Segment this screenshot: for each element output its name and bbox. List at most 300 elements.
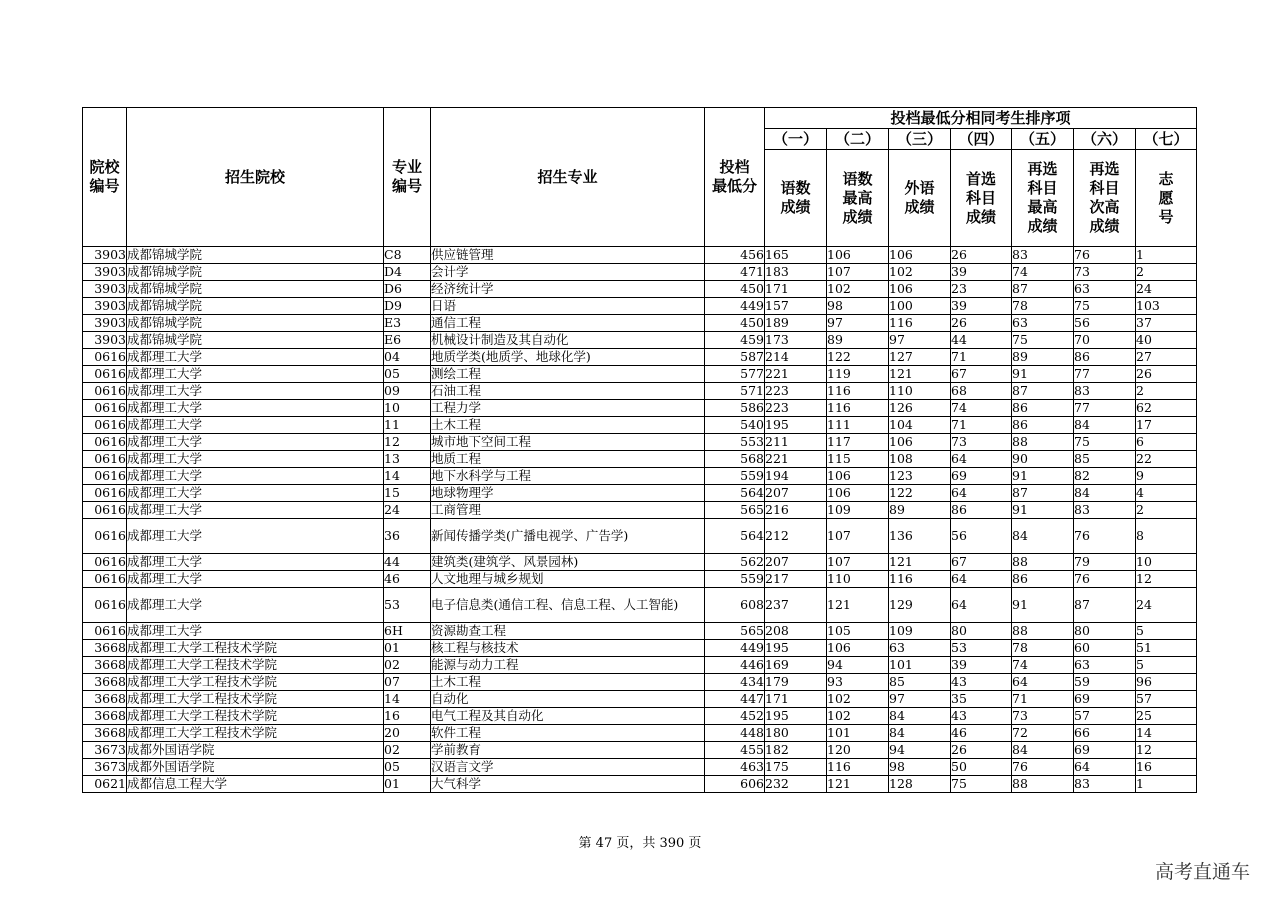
- school-code-cell: 0616: [83, 485, 127, 502]
- page-footer: 第 47 页，共 390 页: [578, 836, 702, 851]
- reselect-max-cell: 76: [1012, 759, 1074, 776]
- yushu-max-cell: 102: [827, 708, 889, 725]
- first-subject-cell: 64: [951, 571, 1012, 588]
- preference-no-cell: 2: [1136, 383, 1197, 400]
- table-row: [83, 691, 1197, 708]
- foreign-lang-cell: 63: [889, 640, 951, 657]
- reselect-max-cell: 88: [1012, 554, 1074, 571]
- min-score-cell: 565: [705, 623, 765, 640]
- table-row: [83, 776, 1197, 793]
- school-code-cell: 0616: [83, 588, 127, 623]
- reselect-max-cell: 86: [1012, 571, 1074, 588]
- reselect-max-cell: 78: [1012, 298, 1074, 315]
- preference-no-cell: 22: [1136, 451, 1197, 468]
- first-subject-cell: 26: [951, 247, 1012, 264]
- foreign-lang-cell: 116: [889, 571, 951, 588]
- school-code-cell: 0616: [83, 451, 127, 468]
- foreign-lang-cell: 97: [889, 691, 951, 708]
- reselect-second-cell: 63: [1074, 657, 1136, 674]
- major-code-cell: 14: [384, 468, 431, 485]
- yushu-score-cell: 221: [765, 366, 827, 383]
- yushu-max-cell: 101: [827, 725, 889, 742]
- reselect-second-cell: 86: [1074, 349, 1136, 366]
- reselect-max-cell: 90: [1012, 451, 1074, 468]
- school-code-cell: 3903: [83, 298, 127, 315]
- school-name-cell: 成都锦城学院: [127, 247, 384, 264]
- major-name-cell: 汉语言文学: [431, 759, 705, 776]
- first-subject-cell: 39: [951, 298, 1012, 315]
- reselect-max-cell: 64: [1012, 674, 1074, 691]
- yushu-max-cell: 119: [827, 366, 889, 383]
- first-subject-cell: 26: [951, 315, 1012, 332]
- reselect-max-cell: 89: [1012, 349, 1074, 366]
- first-subject-cell: 56: [951, 519, 1012, 554]
- reselect-max-cell: 86: [1012, 400, 1074, 417]
- min-score-cell: 452: [705, 708, 765, 725]
- first-subject-cell: 67: [951, 366, 1012, 383]
- first-subject-cell: 39: [951, 657, 1012, 674]
- major-code-cell: 20: [384, 725, 431, 742]
- header-min-score: [705, 108, 765, 247]
- major-code-cell: D9: [384, 298, 431, 315]
- major-code-cell: 01: [384, 776, 431, 793]
- major-name-cell: 通信工程: [431, 315, 705, 332]
- first-subject-cell: 80: [951, 623, 1012, 640]
- major-name-cell: 电子信息类(通信工程、信息工程、人工智能): [431, 588, 705, 623]
- school-name-cell: 成都理工大学工程技术学院: [127, 725, 384, 742]
- foreign-lang-cell: 121: [889, 366, 951, 383]
- first-subject-cell: 75: [951, 776, 1012, 793]
- table-row: [83, 349, 1197, 366]
- school-code-cell: 3668: [83, 725, 127, 742]
- school-name-cell: 成都外国语学院: [127, 759, 384, 776]
- school-code-cell: 0616: [83, 366, 127, 383]
- min-score-cell: 540: [705, 417, 765, 434]
- reselect-second-cell: 83: [1074, 383, 1136, 400]
- major-code-cell: E6: [384, 332, 431, 349]
- foreign-lang-cell: 84: [889, 708, 951, 725]
- header-school-code: [83, 108, 127, 247]
- reselect-second-cell: 76: [1074, 247, 1136, 264]
- reselect-max-cell: 63: [1012, 315, 1074, 332]
- min-score-cell: 587: [705, 349, 765, 366]
- school-code-cell: 0616: [83, 434, 127, 451]
- first-subject-cell: 43: [951, 708, 1012, 725]
- yushu-max-cell: 109: [827, 502, 889, 519]
- table-row: [83, 298, 1197, 315]
- yushu-score-cell: 208: [765, 623, 827, 640]
- table-row: [83, 434, 1197, 451]
- header-order-2: （二）: [827, 129, 889, 150]
- preference-no-cell: 10: [1136, 554, 1197, 571]
- table-row: [83, 640, 1197, 657]
- min-score-cell: 608: [705, 588, 765, 623]
- table-row: [83, 588, 1197, 623]
- school-name-cell: 成都理工大学: [127, 417, 384, 434]
- reselect-second-cell: 70: [1074, 332, 1136, 349]
- min-score-cell: 449: [705, 640, 765, 657]
- yushu-score-cell: 211: [765, 434, 827, 451]
- reselect-max-cell: 91: [1012, 468, 1074, 485]
- preference-no-cell: 2: [1136, 264, 1197, 281]
- preference-no-cell: 96: [1136, 674, 1197, 691]
- reselect-max-cell: 84: [1012, 519, 1074, 554]
- school-name-cell: 成都理工大学工程技术学院: [127, 708, 384, 725]
- table-row: [83, 708, 1197, 725]
- first-subject-cell: 71: [951, 417, 1012, 434]
- first-subject-cell: 74: [951, 400, 1012, 417]
- reselect-max-cell: 75: [1012, 332, 1074, 349]
- yushu-max-cell: 107: [827, 264, 889, 281]
- yushu-max-cell: 98: [827, 298, 889, 315]
- reselect-second-cell: 77: [1074, 366, 1136, 383]
- school-name-cell: 成都理工大学: [127, 623, 384, 640]
- major-name-cell: 自动化: [431, 691, 705, 708]
- major-name-cell: 测绘工程: [431, 366, 705, 383]
- header-order-5: （五）: [1012, 129, 1074, 150]
- reselect-second-cell: 60: [1074, 640, 1136, 657]
- yushu-score-cell: 216: [765, 502, 827, 519]
- min-score-cell: 455: [705, 742, 765, 759]
- reselect-max-cell: 91: [1012, 502, 1074, 519]
- school-code-cell: 0616: [83, 554, 127, 571]
- school-name-cell: 成都理工大学: [127, 451, 384, 468]
- foreign-lang-cell: 106: [889, 281, 951, 298]
- foreign-lang-cell: 122: [889, 485, 951, 502]
- school-name-cell: 成都理工大学: [127, 502, 384, 519]
- table-row: [83, 519, 1197, 554]
- school-name-cell: 成都锦城学院: [127, 332, 384, 349]
- school-name-cell: 成都理工大学: [127, 571, 384, 588]
- yushu-score-cell: 183: [765, 264, 827, 281]
- reselect-max-cell: 87: [1012, 485, 1074, 502]
- min-score-cell: 564: [705, 519, 765, 554]
- table-row: [83, 725, 1197, 742]
- reselect-max-cell: 78: [1012, 640, 1074, 657]
- major-name-cell: 经济统计学: [431, 281, 705, 298]
- table-row: [83, 366, 1197, 383]
- major-name-cell: 供应链管理: [431, 247, 705, 264]
- reselect-second-cell: 59: [1074, 674, 1136, 691]
- school-code-cell: 3903: [83, 315, 127, 332]
- min-score-cell: 559: [705, 468, 765, 485]
- table-row: [83, 485, 1197, 502]
- major-code-cell: 05: [384, 366, 431, 383]
- reselect-max-cell: 84: [1012, 742, 1074, 759]
- foreign-lang-cell: 108: [889, 451, 951, 468]
- major-code-cell: 09: [384, 383, 431, 400]
- school-name-cell: 成都外国语学院: [127, 742, 384, 759]
- reselect-second-cell: 80: [1074, 623, 1136, 640]
- yushu-score-cell: 169: [765, 657, 827, 674]
- reselect-second-cell: 69: [1074, 691, 1136, 708]
- preference-no-cell: 8: [1136, 519, 1197, 554]
- major-code-cell: 05: [384, 759, 431, 776]
- yushu-score-cell: 207: [765, 485, 827, 502]
- admission-table-container: [82, 107, 1196, 793]
- reselect-second-cell: 79: [1074, 554, 1136, 571]
- school-code-cell: 0621: [83, 776, 127, 793]
- foreign-lang-cell: 109: [889, 623, 951, 640]
- yushu-score-cell: 237: [765, 588, 827, 623]
- foreign-lang-cell: 128: [889, 776, 951, 793]
- yushu-score-cell: 171: [765, 281, 827, 298]
- yushu-score-cell: 175: [765, 759, 827, 776]
- table-row: [83, 247, 1197, 264]
- yushu-max-cell: 106: [827, 640, 889, 657]
- major-code-cell: 24: [384, 502, 431, 519]
- table-row: [83, 468, 1197, 485]
- preference-no-cell: 2: [1136, 502, 1197, 519]
- table-row: [83, 281, 1197, 298]
- first-subject-cell: 46: [951, 725, 1012, 742]
- yushu-score-cell: 223: [765, 383, 827, 400]
- foreign-lang-cell: 129: [889, 588, 951, 623]
- school-name-cell: 成都理工大学: [127, 349, 384, 366]
- yushu-score-cell: 212: [765, 519, 827, 554]
- reselect-max-cell: 88: [1012, 434, 1074, 451]
- major-code-cell: 36: [384, 519, 431, 554]
- preference-no-cell: 24: [1136, 588, 1197, 623]
- major-code-cell: 04: [384, 349, 431, 366]
- header-sort-group: 投档最低分相同考生排序项: [765, 108, 1197, 129]
- reselect-second-cell: 76: [1074, 519, 1136, 554]
- foreign-lang-cell: 98: [889, 759, 951, 776]
- school-name-cell: 成都理工大学: [127, 366, 384, 383]
- major-name-cell: 工商管理: [431, 502, 705, 519]
- min-score-cell: 446: [705, 657, 765, 674]
- major-name-cell: 学前教育: [431, 742, 705, 759]
- table-row: [83, 417, 1197, 434]
- school-name-cell: 成都理工大学工程技术学院: [127, 640, 384, 657]
- reselect-second-cell: 76: [1074, 571, 1136, 588]
- header-school-name: 招生院校: [127, 108, 384, 247]
- min-score-cell: 450: [705, 281, 765, 298]
- major-code-cell: 16: [384, 708, 431, 725]
- major-name-cell: 大气科学: [431, 776, 705, 793]
- foreign-lang-cell: 110: [889, 383, 951, 400]
- school-code-cell: 0616: [83, 383, 127, 400]
- foreign-lang-cell: 102: [889, 264, 951, 281]
- school-code-cell: 0616: [83, 623, 127, 640]
- foreign-lang-cell: 101: [889, 657, 951, 674]
- major-name-cell: 地下水科学与工程: [431, 468, 705, 485]
- school-name-cell: 成都信息工程大学: [127, 776, 384, 793]
- yushu-score-cell: 207: [765, 554, 827, 571]
- first-subject-cell: 73: [951, 434, 1012, 451]
- major-name-cell: 工程力学: [431, 400, 705, 417]
- table-row: [83, 332, 1197, 349]
- reselect-max-cell: 86: [1012, 417, 1074, 434]
- reselect-max-cell: 72: [1012, 725, 1074, 742]
- major-name-cell: 日语: [431, 298, 705, 315]
- yushu-score-cell: 223: [765, 400, 827, 417]
- major-code-cell: 12: [384, 434, 431, 451]
- first-subject-cell: 68: [951, 383, 1012, 400]
- yushu-score-cell: 194: [765, 468, 827, 485]
- header-order-1: （一）: [765, 129, 827, 150]
- school-code-cell: 3903: [83, 281, 127, 298]
- reselect-max-cell: 91: [1012, 366, 1074, 383]
- school-code-cell: 3673: [83, 759, 127, 776]
- school-code-cell: 0616: [83, 502, 127, 519]
- reselect-second-cell: 63: [1074, 281, 1136, 298]
- yushu-max-cell: 93: [827, 674, 889, 691]
- min-score-cell: 434: [705, 674, 765, 691]
- major-code-cell: 15: [384, 485, 431, 502]
- school-code-cell: 3668: [83, 657, 127, 674]
- yushu-score-cell: 171: [765, 691, 827, 708]
- major-code-cell: E3: [384, 315, 431, 332]
- major-code-cell: D4: [384, 264, 431, 281]
- table-row: [83, 315, 1197, 332]
- first-subject-cell: 64: [951, 588, 1012, 623]
- school-code-cell: 3668: [83, 691, 127, 708]
- school-code-cell: 3668: [83, 640, 127, 657]
- yushu-max-cell: 107: [827, 554, 889, 571]
- yushu-max-cell: 121: [827, 776, 889, 793]
- header-sort-item-6: 再选 科目 次高 成绩: [1074, 150, 1136, 247]
- reselect-second-cell: 73: [1074, 264, 1136, 281]
- yushu-score-cell: 214: [765, 349, 827, 366]
- min-score-cell: 568: [705, 451, 765, 468]
- major-name-cell: 地质工程: [431, 451, 705, 468]
- major-code-cell: 02: [384, 657, 431, 674]
- major-code-cell: D6: [384, 281, 431, 298]
- header-order-7: （七）: [1136, 129, 1197, 150]
- header-min-score-text: 投档 最低分: [711, 158, 757, 195]
- major-name-cell: 电气工程及其自动化: [431, 708, 705, 725]
- foreign-lang-cell: 104: [889, 417, 951, 434]
- yushu-score-cell: 217: [765, 571, 827, 588]
- preference-no-cell: 12: [1136, 571, 1197, 588]
- min-score-cell: 565: [705, 502, 765, 519]
- min-score-cell: 564: [705, 485, 765, 502]
- major-code-cell: 02: [384, 742, 431, 759]
- reselect-second-cell: 84: [1074, 485, 1136, 502]
- reselect-second-cell: 69: [1074, 742, 1136, 759]
- school-name-cell: 成都理工大学: [127, 485, 384, 502]
- yushu-max-cell: 102: [827, 691, 889, 708]
- header-sort-item-1: 语数 成绩: [765, 150, 827, 247]
- preference-no-cell: 9: [1136, 468, 1197, 485]
- preference-no-cell: 14: [1136, 725, 1197, 742]
- major-code-cell: 6H: [384, 623, 431, 640]
- yushu-max-cell: 107: [827, 519, 889, 554]
- yushu-max-cell: 122: [827, 349, 889, 366]
- table-row: [83, 657, 1197, 674]
- school-name-cell: 成都理工大学: [127, 588, 384, 623]
- major-code-cell: 44: [384, 554, 431, 571]
- first-subject-cell: 64: [951, 451, 1012, 468]
- preference-no-cell: 57: [1136, 691, 1197, 708]
- school-code-cell: 0616: [83, 417, 127, 434]
- preference-no-cell: 51: [1136, 640, 1197, 657]
- major-code-cell: 46: [384, 571, 431, 588]
- reselect-second-cell: 57: [1074, 708, 1136, 725]
- major-name-cell: 土木工程: [431, 674, 705, 691]
- reselect-second-cell: 87: [1074, 588, 1136, 623]
- school-code-cell: 3903: [83, 264, 127, 281]
- school-name-cell: 成都理工大学: [127, 383, 384, 400]
- yushu-score-cell: 189: [765, 315, 827, 332]
- foreign-lang-cell: 123: [889, 468, 951, 485]
- reselect-second-cell: 82: [1074, 468, 1136, 485]
- preference-no-cell: 25: [1136, 708, 1197, 725]
- header-sort-item-3: 外语 成绩: [889, 150, 951, 247]
- table-row: [83, 554, 1197, 571]
- school-code-cell: 0616: [83, 571, 127, 588]
- yushu-max-cell: 117: [827, 434, 889, 451]
- yushu-score-cell: 195: [765, 640, 827, 657]
- yushu-score-cell: 173: [765, 332, 827, 349]
- table-row: [83, 674, 1197, 691]
- reselect-max-cell: 87: [1012, 281, 1074, 298]
- first-subject-cell: 39: [951, 264, 1012, 281]
- yushu-score-cell: 180: [765, 725, 827, 742]
- header-order-3: （三）: [889, 129, 951, 150]
- major-name-cell: 会计学: [431, 264, 705, 281]
- yushu-max-cell: 120: [827, 742, 889, 759]
- yushu-max-cell: 111: [827, 417, 889, 434]
- header-sort-item-2: 语数 最高 成绩: [827, 150, 889, 247]
- table-row: [83, 383, 1197, 400]
- major-name-cell: 城市地下空间工程: [431, 434, 705, 451]
- major-code-cell: 14: [384, 691, 431, 708]
- reselect-second-cell: 75: [1074, 434, 1136, 451]
- header-order-4: （四）: [951, 129, 1012, 150]
- yushu-max-cell: 110: [827, 571, 889, 588]
- reselect-second-cell: 56: [1074, 315, 1136, 332]
- min-score-cell: 449: [705, 298, 765, 315]
- preference-no-cell: 37: [1136, 315, 1197, 332]
- yushu-max-cell: 105: [827, 623, 889, 640]
- yushu-score-cell: 232: [765, 776, 827, 793]
- reselect-max-cell: 74: [1012, 657, 1074, 674]
- yushu-score-cell: 221: [765, 451, 827, 468]
- preference-no-cell: 27: [1136, 349, 1197, 366]
- school-name-cell: 成都理工大学: [127, 468, 384, 485]
- yushu-max-cell: 106: [827, 485, 889, 502]
- school-code-cell: 3668: [83, 708, 127, 725]
- preference-no-cell: 40: [1136, 332, 1197, 349]
- table-row: [83, 759, 1197, 776]
- foreign-lang-cell: 89: [889, 502, 951, 519]
- school-name-cell: 成都理工大学工程技术学院: [127, 674, 384, 691]
- major-code-cell: 07: [384, 674, 431, 691]
- min-score-cell: 559: [705, 571, 765, 588]
- reselect-max-cell: 87: [1012, 383, 1074, 400]
- table-row: [83, 623, 1197, 640]
- first-subject-cell: 53: [951, 640, 1012, 657]
- first-subject-cell: 69: [951, 468, 1012, 485]
- school-code-cell: 3673: [83, 742, 127, 759]
- school-code-cell: 3668: [83, 674, 127, 691]
- reselect-max-cell: 83: [1012, 247, 1074, 264]
- school-name-cell: 成都理工大学工程技术学院: [127, 657, 384, 674]
- school-code-cell: 0616: [83, 349, 127, 366]
- yushu-score-cell: 195: [765, 417, 827, 434]
- school-name-cell: 成都锦城学院: [127, 315, 384, 332]
- yushu-max-cell: 121: [827, 588, 889, 623]
- table-row: [83, 502, 1197, 519]
- yushu-max-cell: 97: [827, 315, 889, 332]
- first-subject-cell: 64: [951, 485, 1012, 502]
- major-code-cell: C8: [384, 247, 431, 264]
- foreign-lang-cell: 106: [889, 247, 951, 264]
- major-name-cell: 石油工程: [431, 383, 705, 400]
- header-major-code: [384, 108, 431, 247]
